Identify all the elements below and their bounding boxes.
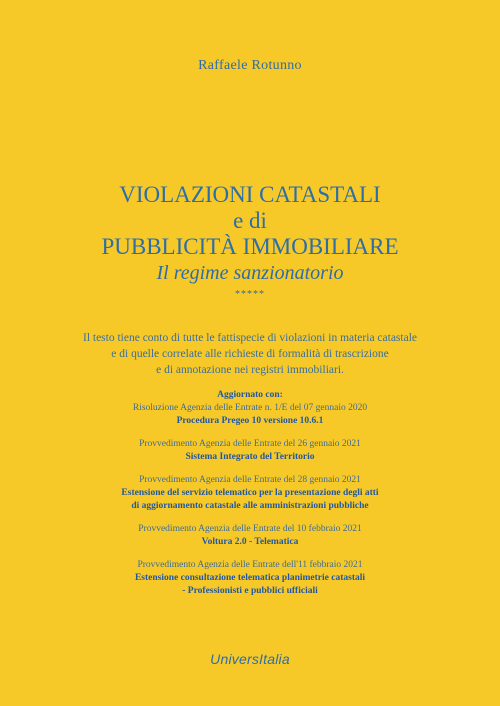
update-group xyxy=(30,438,470,464)
update-group xyxy=(30,474,470,513)
update-topic: - Professionisti e pubblici ufficiali xyxy=(182,586,318,596)
publisher-logo: UniversItalia xyxy=(210,651,290,667)
update-source: Provvedimento Agenzia delle Entrate del 26 gennaio 2021 xyxy=(139,439,361,449)
update-topic: Sistema Integrato del Territorio xyxy=(185,452,315,462)
update-topic: Procedura Pregeo 10 versione 10.6.1 xyxy=(176,416,324,426)
subtitle: Il regime sanzionatorio xyxy=(156,262,344,284)
update-source: Provvedimento Agenzia delle Entrate del 10 febbraio 2021 xyxy=(138,524,362,534)
intro-line: Il testo tiene conto di tutte le fattispecie di violazioni in materia catastale xyxy=(82,332,418,344)
update-topic: di aggiornamento catastale alle amministrazioni pubbliche xyxy=(131,501,369,511)
title-block xyxy=(0,182,500,302)
updates-heading: Aggiornato con: xyxy=(217,390,283,400)
author-name: Raffaele Rotunno xyxy=(198,58,302,73)
update-topic: Estensione consultazione telematica planimetrie catastali xyxy=(134,573,366,583)
update-group xyxy=(30,559,470,598)
intro-line: e di annotazione nei registri immobiliari. xyxy=(156,364,344,376)
update-source: Provvedimento Agenzia delle Entrate dell'11 febbraio 2021 xyxy=(137,560,363,570)
update-topic: Estensione del servizio telematico per la presentazione degli atti xyxy=(121,488,379,498)
title-line-1: VIOLAZIONI CATASTALI xyxy=(119,182,381,207)
update-source: Risoluzione Agenzia delle Entrate n. 1/E del 07 gennaio 2020 xyxy=(132,403,368,413)
intro-line: e di quelle correlate alle richieste di formalità di trascrizione xyxy=(111,348,389,360)
separator-stars: ***** xyxy=(235,289,265,300)
title-line-3: PUBBLICITÀ IMMOBILIARE xyxy=(101,234,399,259)
update-group xyxy=(30,389,470,428)
intro-text xyxy=(40,330,460,378)
title-line-2: e di xyxy=(233,208,267,233)
update-topic: Voltura 2.0 - Telematica xyxy=(201,537,299,547)
updates-list xyxy=(30,389,470,608)
update-group xyxy=(30,523,470,549)
update-source: Provvedimento Agenzia delle Entrate del 28 gennaio 2021 xyxy=(139,475,361,485)
